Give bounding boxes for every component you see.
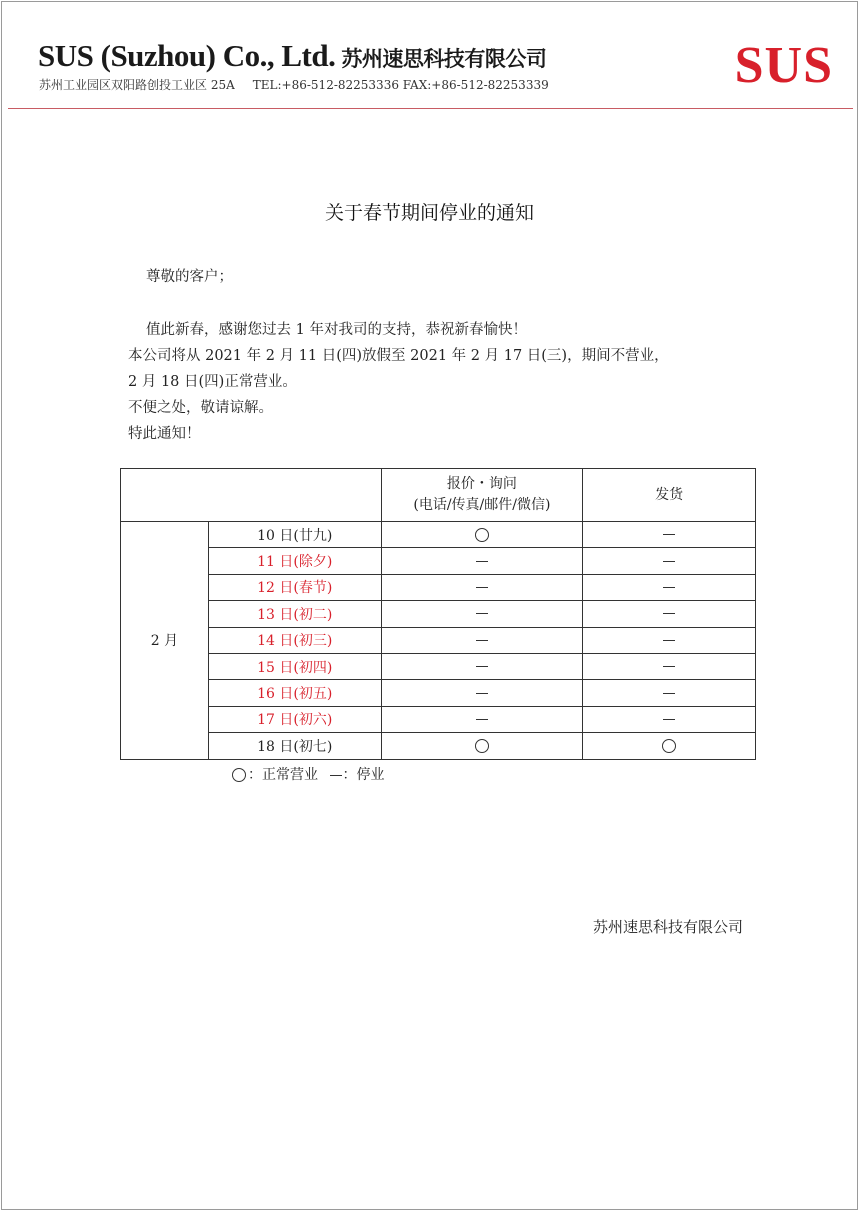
table-row [121,706,756,732]
table-row [121,733,756,759]
header-inquiry-line1: 报价・询问 [446,476,517,492]
day-cell: 14 日(初三) [208,627,381,653]
dash-icon [330,775,342,776]
contact-numbers: TEL:+86-512-82253336 FAX:+86-512-82253339 [252,78,549,92]
dash-icon [663,613,675,614]
dash-icon [663,666,675,667]
sus-logo: SUS [734,37,833,94]
dash-icon [663,719,675,720]
company-name-cn: 苏州速思科技有限公司 [341,47,547,71]
inquiry-status-cell [381,733,583,759]
shipping-status-cell [583,574,756,600]
shipping-status-cell [583,548,756,574]
dash-icon [476,561,488,562]
inquiry-status-cell [381,627,583,653]
legend-closed-label: ：停业 [342,767,385,783]
dash-icon [663,561,675,562]
document-page [1,1,858,1210]
header-divider [8,108,853,109]
table-row [121,522,756,548]
circle-icon [662,739,676,753]
day-cell: 17 日(初六) [208,706,381,732]
table-row [121,574,756,600]
inquiry-status-cell [381,653,583,679]
header-empty-cell [121,469,382,522]
header-inquiry-line2: (电话/传真/邮件/微信) [413,497,551,513]
shipping-status-cell [583,627,756,653]
inquiry-status-cell [381,574,583,600]
day-cell: 11 日(除夕) [208,548,381,574]
dash-icon [476,719,488,720]
table-header-row [121,469,756,522]
shipping-status-cell [583,680,756,706]
shipping-status-cell [583,706,756,732]
day-cell: 18 日(初七) [208,733,381,759]
dash-icon [663,693,675,694]
notice-title: 关于春节期间停业的通知 [324,202,534,224]
month-cell: 2 月 [121,522,209,760]
shipping-status-cell [583,601,756,627]
company-address [39,76,549,93]
dash-icon [663,587,675,588]
circle-icon [475,739,489,753]
notice-line: 值此新春，感谢您过去 1 年对我司的支持，恭祝新春愉快！ [146,322,527,338]
shipping-status-cell [583,522,756,548]
notice-line: 不便之处，敬请谅解。 [128,400,273,416]
inquiry-status-cell [381,601,583,627]
dash-icon [476,666,488,667]
day-cell: 10 日(廿九) [208,522,381,548]
inquiry-status-cell [381,680,583,706]
table-body [121,522,756,760]
legend-open-label: ：正常营业 [248,767,318,783]
notice-line: 2 月 18 日(四)正常营业。 [128,374,297,390]
holiday-schedule-table [120,468,756,760]
header-inquiry [381,469,583,522]
inquiry-status-cell [381,522,583,548]
signature: 苏州速思科技有限公司 [592,918,743,936]
dash-icon [663,640,675,641]
day-cell: 13 日(初二) [208,601,381,627]
table-row [121,627,756,653]
company-name [38,38,546,74]
table-row [121,680,756,706]
shipping-status-cell [583,653,756,679]
dash-icon [476,587,488,588]
inquiry-status-cell [381,706,583,732]
table-row [121,601,756,627]
inquiry-status-cell [381,548,583,574]
dash-icon [476,640,488,641]
header-shipping: 发货 [583,469,756,522]
table-row [121,548,756,574]
company-name-en: SUS (Suzhou) Co., Ltd. [38,38,336,73]
table-row [121,653,756,679]
dash-icon [476,693,488,694]
day-cell: 16 日(初五) [208,680,381,706]
legend [232,764,384,784]
shipping-status-cell [583,733,756,759]
address-text: 苏州工业园区双阳路创投工业区 25A [39,78,235,92]
notice-line: 特此通知！ [128,426,201,442]
dash-icon [476,613,488,614]
day-cell: 15 日(初四) [208,653,381,679]
notice-line: 本公司将从 2021 年 2 月 11 日(四)放假至 2021 年 2 月 17 日(三)，期间不营业， [128,348,669,364]
salutation: 尊敬的客户； [146,269,233,285]
circle-icon [475,528,489,542]
dash-icon [663,534,675,535]
circle-icon [232,768,246,782]
day-cell: 12 日(春节) [208,574,381,600]
